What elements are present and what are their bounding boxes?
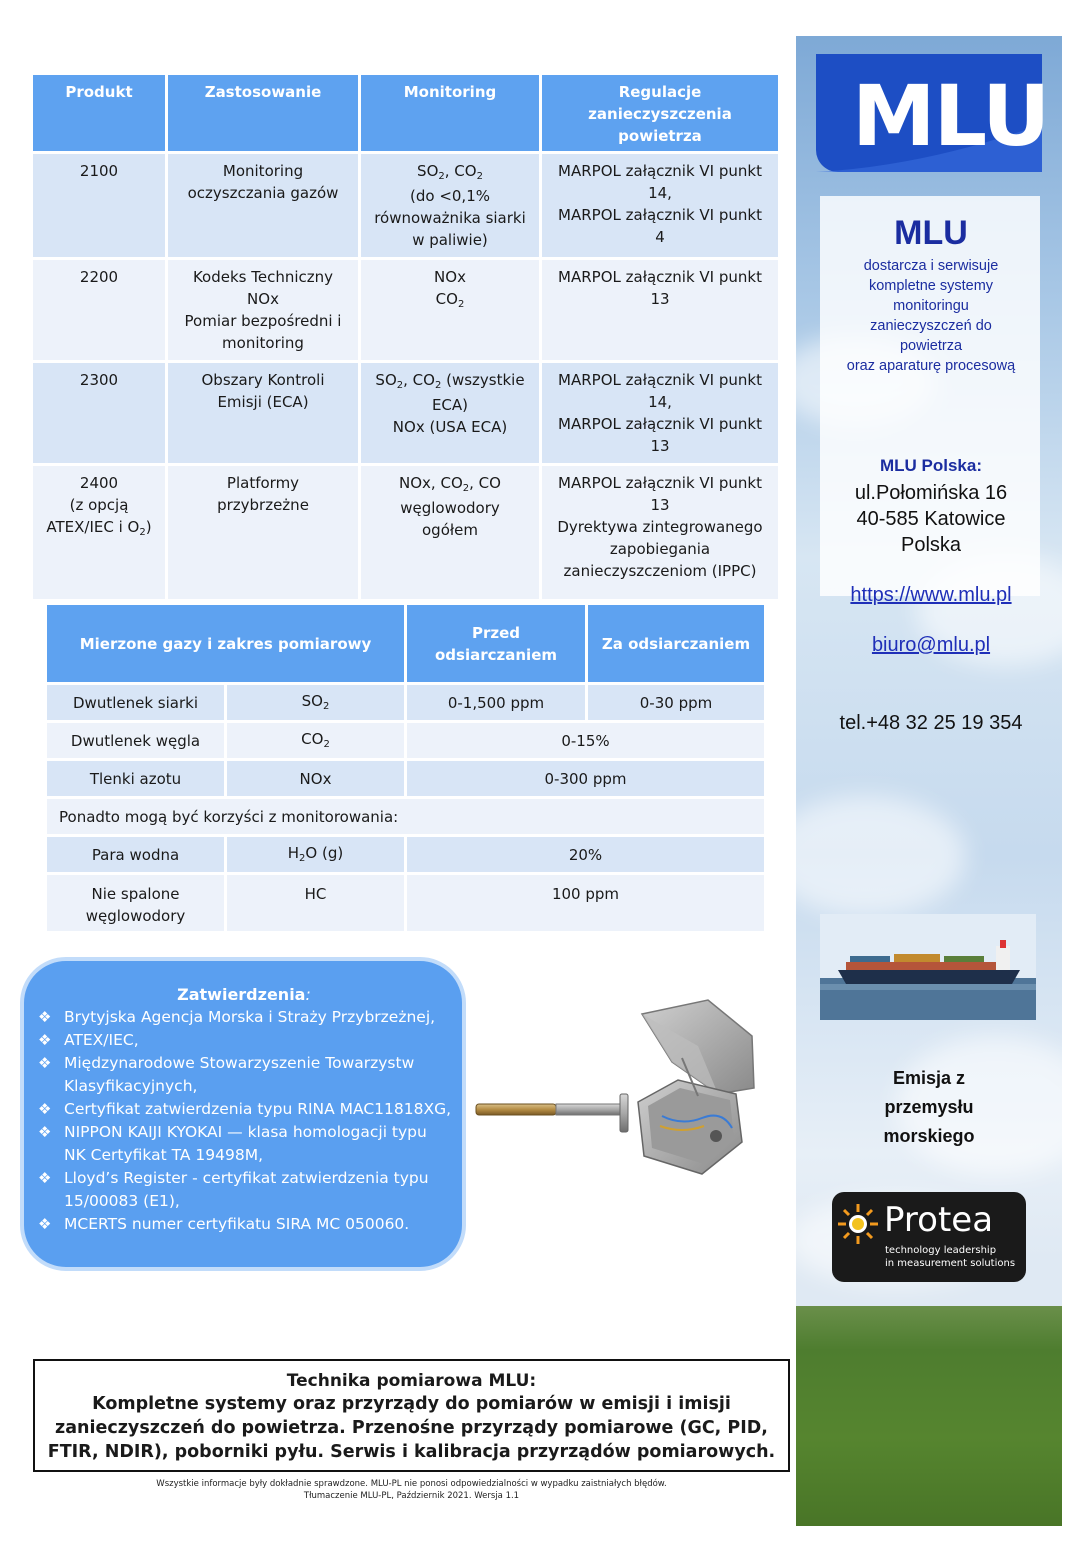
table-row xyxy=(46,798,766,836)
table-row xyxy=(46,760,766,798)
branch-name: MLU Polska: xyxy=(879,456,983,475)
gas-name: Dwutlenek siarki xyxy=(46,684,226,722)
footer-line: Wszystkie informacje były dokładnie sprawdzone. MLU-PL nie ponosi odpowiedzialności w wypadku zaistniałych błędów. xyxy=(156,1479,667,1489)
cell-zastosowanie: Obszary Kontroli Emisji (ECA) xyxy=(167,362,360,465)
list-item: ❖ NIPPON KAIJI KYOKAI — klasa homologacji typu NK Certyfikat TA 19498M, xyxy=(38,1123,427,1164)
cell-monitoring: $SO_2$, $CO_2$ (wszystkie ECA) NOx (USA ECA) xyxy=(360,362,541,465)
range-before: 0-1,500 ppm xyxy=(406,684,587,722)
range: 0-300 ppm xyxy=(406,760,766,798)
table-row xyxy=(46,874,766,933)
gas-formula: HC xyxy=(226,874,406,933)
header-regulacje: Regulacje zanieczyszczenia powietrza xyxy=(541,74,780,153)
logo-text: MLU xyxy=(852,67,1049,165)
header-gases: Mierzone gazy i zakres pomiarowy xyxy=(46,604,406,684)
footer-disclaimer xyxy=(33,1478,790,1502)
cell-zastosowanie: Monitoring oczyszczania gazów xyxy=(167,153,360,259)
company-name: MLU xyxy=(894,214,968,252)
measurement-info-line: zanieczyszczeń do powietrza. Przenośne przyrządy pomiarowe (GC, PID, xyxy=(55,1418,768,1438)
diamond-bullet-icon: ❖ xyxy=(38,1008,52,1026)
list-item: ❖ MCERTS numer certyfikatu SIRA MC 050060. xyxy=(36,1213,452,1236)
gas-formula: NOx xyxy=(226,760,406,798)
gas-formula: $SO_2$ xyxy=(226,684,406,722)
cell-regulacje: MARPOL załącznik VI punkt 14, MARPOL załącznik VI punkt 4 xyxy=(541,153,780,259)
footer-line: Tłumaczenie MLU-PL, Październik 2021. Wersja 1.1 xyxy=(303,1491,520,1501)
measurement-info-box xyxy=(33,1359,790,1472)
container-ship-photo xyxy=(820,914,1036,1020)
table-row xyxy=(46,722,766,760)
email-link[interactable]: biuro@mlu.pl xyxy=(871,634,991,656)
table-row xyxy=(32,465,780,601)
approvals-box xyxy=(20,957,466,1271)
diamond-bullet-icon: ❖ xyxy=(38,1054,52,1072)
sidebar xyxy=(796,36,1062,1526)
mlu-logo xyxy=(816,54,1049,172)
measurement-info-line: FTIR, NDIR), poborniki pyłu. Serwis i kalibracja przyrządów pomiarowych. xyxy=(47,1442,776,1462)
range-after: 0-30 ppm xyxy=(587,684,766,722)
list-item: ❖ Brytyjska Agencja Morska i Straży Przybrzeżnej, xyxy=(36,1006,452,1029)
diamond-bullet-icon: ❖ xyxy=(38,1215,52,1233)
protea-tagline: technology leadership in measurement solutions xyxy=(885,1245,1016,1269)
header-zastosowanie: Zastosowanie xyxy=(167,74,360,153)
cell-regulacje: MARPOL załącznik VI punkt 14, MARPOL załącznik VI punkt 13 xyxy=(541,362,780,465)
cell-zastosowanie: Platformy przybrzeżne xyxy=(167,465,360,601)
table-row xyxy=(32,153,780,259)
gas-name: Dwutlenek węgla xyxy=(46,722,226,760)
diamond-bullet-icon: ❖ xyxy=(38,1123,52,1141)
table-row xyxy=(32,259,780,362)
list-item: ❖ ATEX/IEC, xyxy=(36,1029,452,1052)
cell-regulacje: MARPOL załącznik VI punkt 13 Dyrektywa zintegrowanego zapobiegania zanieczyszczeniom (IPPC) xyxy=(541,465,780,601)
gas-formula: $CO_2$ xyxy=(226,722,406,760)
diamond-bullet-icon: ❖ xyxy=(38,1031,52,1049)
list-item: ❖ Lloyd’s Register - certyfikat zatwierdzenia typu 15/00083 (E1), xyxy=(38,1169,429,1210)
website-link[interactable]: https://www.mlu.pl xyxy=(850,584,1012,606)
range: 20% xyxy=(406,836,766,874)
cell-regulacje: MARPOL załącznik VI punkt 13 xyxy=(541,259,780,362)
measurement-info-line: Kompletne systemy oraz przyrządy do pomiarów w emisji i imisji xyxy=(92,1394,731,1414)
measurement-info-title: Technika pomiarowa MLU: xyxy=(286,1371,537,1391)
gas-name: Nie spalone węglowodory xyxy=(46,874,226,933)
emission-title: Emisja z przemysłu morskiego xyxy=(883,1068,975,1146)
cell-monitoring: NOx $CO_2$ xyxy=(360,259,541,362)
table-row xyxy=(46,836,766,874)
list-item: ❖ Międzynarodowe Stowarzyszenie Towarzystw Klasyfikacyjnych, xyxy=(38,1054,415,1095)
cell-produkt: 2400 (z opcją ATEX/IEC i $O_2$) xyxy=(32,465,167,601)
header-monitoring: Monitoring xyxy=(360,74,541,153)
header-before: Przed odsiarczaniem xyxy=(406,604,587,684)
meadow-image xyxy=(796,1306,1062,1526)
table-row xyxy=(46,684,766,722)
gas-name: Para wodna xyxy=(46,836,226,874)
diamond-bullet-icon: ❖ xyxy=(38,1169,52,1187)
cell-produkt: 2300 xyxy=(32,362,167,465)
diamond-bullet-icon: ❖ xyxy=(38,1100,52,1118)
header-after: Za odsiarczaniem xyxy=(587,604,766,684)
gases-table-header xyxy=(46,604,766,684)
products-table-header xyxy=(32,74,780,153)
cell-monitoring: NOx, $CO_2$, CO węglowodory ogółem xyxy=(360,465,541,601)
phone-number: tel.+48 32 25 19 354 xyxy=(839,712,1023,734)
range: 0-15% xyxy=(406,722,766,760)
probe-device-image xyxy=(472,996,772,1182)
cell-monitoring: $SO_2$, $CO_2$ (do <0,1% równoważnika siarki w paliwie) xyxy=(360,153,541,259)
approvals-list xyxy=(36,1006,452,1236)
products-table xyxy=(30,72,781,602)
gases-table xyxy=(44,602,767,934)
approvals-title: Zatwierdzenia: xyxy=(177,985,311,1004)
header-produkt: Produkt xyxy=(32,74,167,153)
protea-name: Protea xyxy=(884,1200,994,1240)
cell-produkt: 2100 xyxy=(32,153,167,259)
table-row xyxy=(32,362,780,465)
company-description: dostarcza i serwisuje kompletne systemy monitoringu zanieczyszczeń do powietrza oraz aparaturę procesową xyxy=(846,258,1016,374)
protea-logo xyxy=(832,1192,1026,1282)
cell-zastosowanie: Kodeks Techniczny NOx Pomiar bezpośredni i monitoring xyxy=(167,259,360,362)
sun-icon xyxy=(836,1202,880,1246)
gas-formula: $H_2O$ (g) xyxy=(226,836,406,874)
cell-produkt: 2200 xyxy=(32,259,167,362)
list-item: ❖ Certyfikat zatwierdzenia typu RINA MAC11818XG, xyxy=(36,1098,452,1121)
gas-name: Tlenki azotu xyxy=(46,760,226,798)
monitoring-note: Ponadto mogą być korzyści z monitorowania: xyxy=(46,798,766,836)
range: 100 ppm xyxy=(406,874,766,933)
address: ul.Połomińska 16 40-585 Katowice Polska xyxy=(854,482,1008,556)
